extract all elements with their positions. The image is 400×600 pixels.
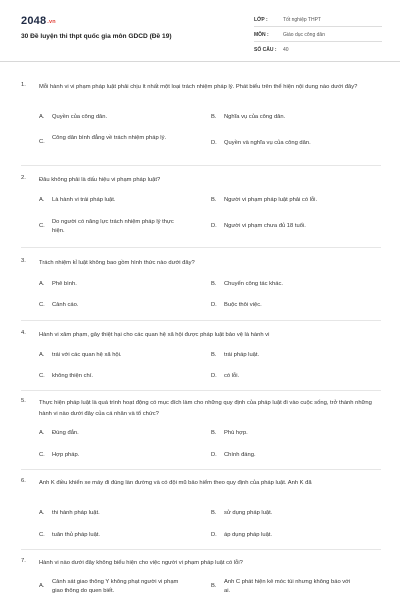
question-divider <box>21 247 381 248</box>
option-text: thi hành pháp luật. <box>52 510 100 516</box>
option-d[interactable] <box>211 139 369 148</box>
option-text: Chuyển công tác khác. <box>224 281 283 287</box>
option-text: Người vi phạm pháp luật phải có lỗi. <box>224 197 318 203</box>
option-b[interactable] <box>211 196 369 205</box>
option-letter: C. <box>39 452 45 458</box>
question-number: 3. <box>21 258 26 264</box>
option-letter: D. <box>211 302 217 308</box>
option-letter: C. <box>39 532 45 538</box>
meta-count-value: 40 <box>283 47 289 53</box>
option-text: trái pháp luật. <box>224 352 260 358</box>
option-d[interactable] <box>211 222 369 231</box>
option-a[interactable] <box>39 196 197 205</box>
option-letter: A. <box>39 430 45 436</box>
question-divider <box>21 320 381 321</box>
option-letter: B. <box>211 114 217 120</box>
option-letter: B. <box>211 197 217 203</box>
option-text: Do người có năng lực trách nhiệm pháp lý thực hiện. <box>52 219 174 234</box>
question-number: 2. <box>21 175 26 181</box>
option-d[interactable] <box>211 372 369 381</box>
option-letter: D. <box>211 140 217 146</box>
question-text: Thực hiện pháp luật là quá trình hoạt động có mục đích làm cho những quy định của pháp luật đi vào cuộc sống, trở thành những hành vi nào dưới đây của cá nhân và tổ chức? <box>39 400 372 417</box>
option-a[interactable] <box>39 578 180 596</box>
question-number: 5. <box>21 398 26 404</box>
option-text: Là hành vi trái pháp luật. <box>52 197 116 203</box>
meta-subject-row <box>254 32 384 38</box>
option-letter: B. <box>211 352 217 358</box>
option-letter: A. <box>39 510 45 516</box>
question-number: 1. <box>21 82 26 88</box>
option-letter: C. <box>39 139 45 145</box>
question-divider <box>21 390 381 391</box>
logo-text: 2048 <box>21 15 47 27</box>
option-a[interactable] <box>39 351 197 360</box>
option-c[interactable] <box>39 301 197 310</box>
option-text: Nghĩa vụ của công dân. <box>224 114 286 120</box>
option-a[interactable] <box>39 509 197 518</box>
option-text: Buộc thôi việc. <box>224 302 262 308</box>
option-letter: D. <box>211 223 217 229</box>
option-letter: A. <box>39 352 45 358</box>
option-letter: A. <box>39 583 45 589</box>
option-a[interactable] <box>39 113 197 122</box>
option-text: Cảnh sát giao thông Y không phạt người vi phạm giao thông do quen biết. <box>52 579 179 594</box>
question-number: 7. <box>21 558 26 564</box>
option-b[interactable] <box>211 578 352 596</box>
option-text: Anh C phát hiện kẻ móc túi nhưng không báo với ai. <box>224 579 351 594</box>
option-text: không thiện chí. <box>52 373 93 379</box>
document-header <box>0 0 400 62</box>
question-text: Trách nhiệm kỉ luật không bao gồm hình thức nào dưới đây? <box>39 260 195 266</box>
option-b[interactable] <box>211 113 369 122</box>
meta-divider <box>254 26 382 27</box>
option-text: Chính đáng. <box>224 452 256 458</box>
option-letter: A. <box>39 281 45 287</box>
meta-count-row <box>254 47 384 53</box>
option-letter: D. <box>211 452 217 458</box>
question-text: Đâu không phải là dấu hiệu vi phạm pháp luật? <box>39 177 161 183</box>
question-text: Anh K điều khiển xe máy đi đúng làn đường và có đội mũ bảo hiểm theo quy định của pháp luật. Anh K đã <box>39 480 312 486</box>
option-text: Cảnh cáo. <box>52 302 79 308</box>
question-text: Hành vi xâm phạm, gây thiệt hại cho các quan hệ xã hội được pháp luật bảo vệ là hành vi <box>39 332 270 338</box>
question-number: 6. <box>21 478 26 484</box>
option-letter: B. <box>211 583 217 589</box>
option-b[interactable] <box>211 509 369 518</box>
option-a[interactable] <box>39 280 197 289</box>
question-divider <box>21 165 381 166</box>
option-text: Hợp pháp. <box>52 452 80 458</box>
question-divider <box>21 549 381 550</box>
option-c[interactable] <box>39 531 197 540</box>
meta-class-value: Tốt nghiệp THPT <box>283 17 321 23</box>
meta-class-label: LỚP : <box>254 17 268 23</box>
option-text: tuân thủ pháp luật. <box>52 532 101 538</box>
option-d[interactable] <box>211 301 369 310</box>
option-text: Đúng đắn. <box>52 430 79 436</box>
option-c[interactable] <box>39 451 197 460</box>
option-text: trái với các quan hệ xã hội. <box>52 352 122 358</box>
meta-class-row <box>254 17 384 23</box>
option-letter: A. <box>39 197 45 203</box>
question-text: Hành vi nào dưới đây không biểu hiện cho việc người vi phạm pháp luật có lỗi? <box>39 560 243 566</box>
option-letter: D. <box>211 373 217 379</box>
option-letter: B. <box>211 281 217 287</box>
meta-count-label: SỐ CÂU : <box>254 47 277 53</box>
option-b[interactable] <box>211 429 369 438</box>
document-title: 30 Đề luyện thi thpt quốc gia môn GDCD (Đề 19) <box>21 33 172 40</box>
option-letter: C. <box>39 302 45 308</box>
option-d[interactable] <box>211 451 369 460</box>
meta-subject-label: MÔN : <box>254 32 269 38</box>
option-text: Người vi phạm chưa đủ 18 tuổi. <box>224 223 306 229</box>
option-letter: C. <box>39 223 45 229</box>
option-c[interactable] <box>39 134 170 147</box>
option-text: có lỗi. <box>224 373 240 379</box>
site-logo[interactable] <box>21 15 56 27</box>
option-d[interactable] <box>211 531 369 540</box>
option-c[interactable] <box>39 218 182 236</box>
option-text: Phù hợp. <box>224 430 248 436</box>
option-text: áp dụng pháp luật. <box>224 532 273 538</box>
option-letter: D. <box>211 532 217 538</box>
question-text: Mỗi hành vi vi phạm pháp luật phải chịu ít nhất một loại trách nhiệm pháp lý. Phát biểu trên thể hiện nội dung nào dưới đây? <box>39 84 358 90</box>
question-divider <box>21 469 381 470</box>
option-a[interactable] <box>39 429 197 438</box>
option-text: Quyền và nghĩa vụ của công dân. <box>224 140 311 146</box>
option-text: sử dụng pháp luật. <box>224 510 273 516</box>
option-letter: B. <box>211 430 217 436</box>
meta-divider <box>254 41 382 42</box>
option-b[interactable] <box>211 351 369 360</box>
question-number: 4. <box>21 330 26 336</box>
option-c[interactable] <box>39 372 197 381</box>
meta-subject-value: Giáo dục công dân <box>283 32 325 38</box>
option-text: Phê bình. <box>52 281 77 287</box>
option-text: Quyền của công dân. <box>52 114 108 120</box>
logo-suffix: .vn <box>47 19 56 25</box>
option-text: Công dân bình đẳng về trách nhiệm pháp lý. <box>52 135 167 141</box>
option-letter: B. <box>211 510 217 516</box>
option-b[interactable] <box>211 280 369 289</box>
option-letter: C. <box>39 373 45 379</box>
option-letter: A. <box>39 114 45 120</box>
